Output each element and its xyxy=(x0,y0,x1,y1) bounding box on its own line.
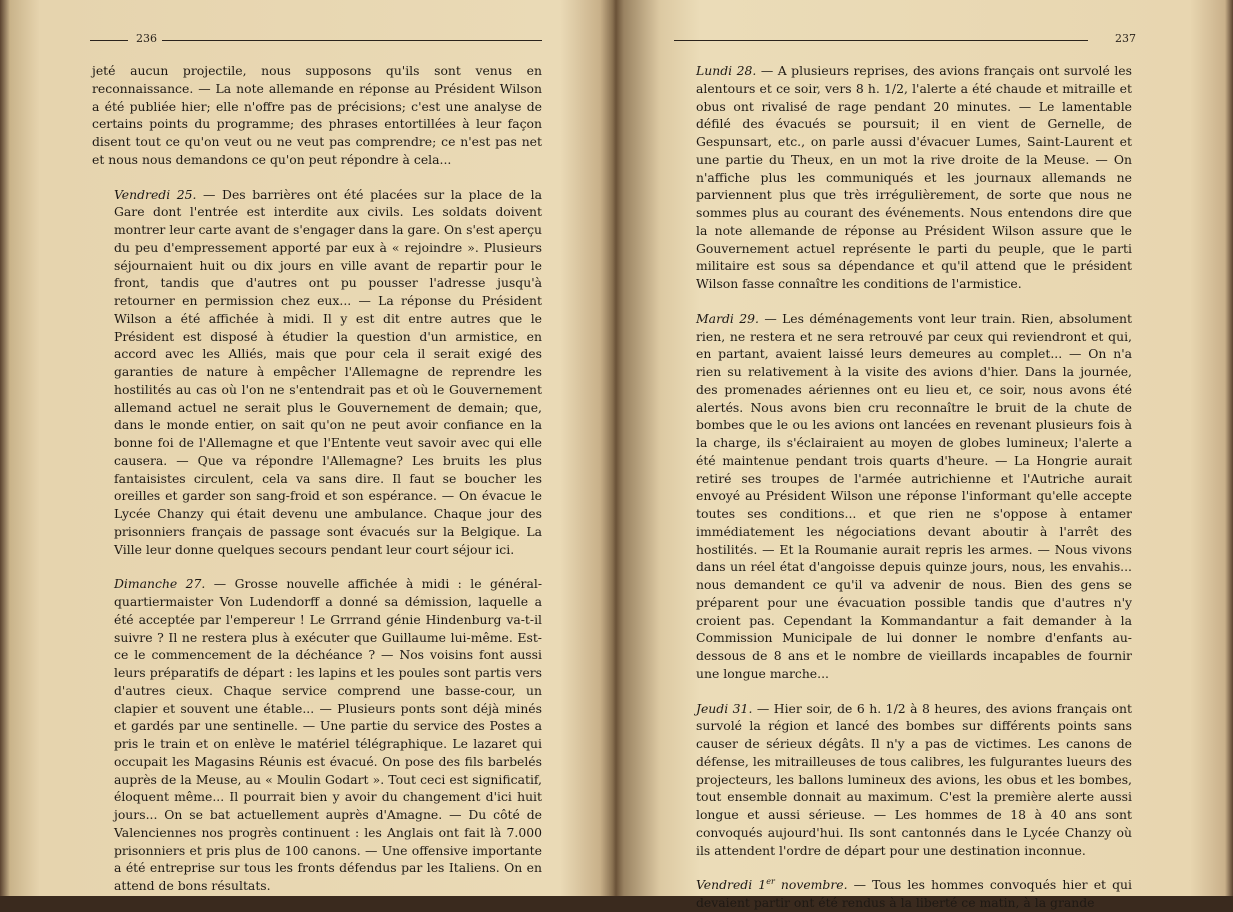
paragraph-text: — Des barrières ont été placées sur la place de la Gare dont l'entrée est interdite aux civils. Les soldats doivent montrer leur carte avant de s'engager dans la gare. On s'est aperçu du peu d'empressement apporté par eux à « rejoindre ». Plusieurs séjournaient huit ou dix jours en ville avant de repartir pour le front, tandis que d'autres ont pu pousser l'adresse jusqu'à retourner en permission chez eux... — La réponse du Président Wilson a été affichée à midi. Il y est dit entre autres que le Président est disposé à étudier la question d'un armistice, en accord avec les Alliés, mais que pour cela il serait exigé des garanties de nature à empêcher l'Allemagne de reprendre les hostilités au cas où l'on ne s'entendrait pas et où le Gouvernement allemand actuel ne serait plus le Gouvernement de demain; que, dans le monde entier, on sait qu'on ne peut avoir confiance en la bonne foi de l'Allemagne et que l'Entente veut savoir avec qui elle causera. — Que va répondre l'Allemagne? Les bruits les plus fantaisistes circulent, cela va sans dire. Il faut se boucher les oreilles et garder son sang-froid et son espérance. — On évacue le Lycée Chanzy qui était devenu une ambulance. Chaque jour des prisonniers français de passage sont évacués sur la Belgique. La Ville leur donne quelques secours pendant leur court séjour ici. xyxy=(114,186,542,557)
right-page-text xyxy=(674,62,1132,912)
header-rule xyxy=(90,40,128,41)
right-page-header xyxy=(674,30,1136,50)
left-page-text xyxy=(92,62,542,895)
day-heading: Vendredi 25. xyxy=(114,186,197,202)
paragraph-text: — Hier soir, de 6 h. 1/2 à 8 heures, des avions français ont survolé la région et lancé des bombes sur différents points sans causer de sérieux dégâts. Il n'y a pas de victimes. Les canons de défense, les mitrailleuses de tous calibres, les fulgurantes lueurs des projecteurs, les ballons lumineux des avions, les obus et les bombes, tout ensemble donnait au maximum. C'est la première alerte aussi longue et aussi sérieuse. — Les hommes de 18 à 40 ans sont convoqués aujourd'hui. Ils sont cantonnés dans le Lycée Chanzy où ils attendent l'ordre de départ pour une destination inconnue. xyxy=(696,700,1132,858)
paragraph-text: — Les déménagements vont leur train. Rien, absolument rien, ne restera et ne sera retrouvé par ceux qui reviendront et qui, en partant, avaient laissé leurs demeures au complet... — On n'a rien su relativement à la visite des avions d'hier. Dans la journée, des promenades aériennes ont eu lieu et, ce soir, nous avons été alertés. Nous avons bien cru reconnaître le bruit de la chute de bombes que le ou les avions ont lancées en revenant plusieurs fois à la charge, ils s'éclairaient au moyen de globes lumineux; l'alerte a été maintenue pendant trois quarts d'heure. — La Hongrie aurait retiré ses troupes de l'armée autrichienne et l'Autriche aurait envoyé au Président Wilson une réponse l'informant qu'elle accepte toutes ses conditions... et que rien ne s'oppose à entamer immédiatement les négociations devant aboutir à l'arrêt des hostilités. — Et la Roumanie aurait repris les armes. — Nous vivons dans un réel état d'angoisse depuis quinze jours, nous, les envahis... nous demandent ce qu'il va advenir de nous. Bien des gens se préparent pour une évacuation possible tandis que d'autres n'y croient pas. Cependant la Kommandantur a fait demander à la Commission Municipale de lui donner le nombre d'enfants au-dessous de 8 ans et le nombre de vieillards incapables de fournir une longue marche... xyxy=(696,310,1132,681)
day-heading-rest: novembre. xyxy=(774,877,848,893)
day-heading: Lundi 28. xyxy=(696,63,757,78)
page-number: 236 xyxy=(136,32,157,45)
paragraph xyxy=(674,62,1132,293)
left-page-header xyxy=(90,30,542,50)
paragraph-text: — A plusieurs reprises, des avions français ont survolé les alentours et ce soir, vers 8 h. 1/2, l'alerte a été chaude et mitraille et obus ont rivalisé de rage pendant 20 minutes. — Le lamentable défilé des évacués se poursuit; il en vient de Gernelle, de Gespunsart, etc., on parle aussi d'évacuer Lumes, Saint-Laurent et une partie du Theux, en un mot la rive droite de la Meuse. — On n'affiche plus les communiqués et les journaux allemands ne parviennent plus que très irrégulièrement, de sorte que nous ne sommes plus au courant des événements. Nous entendons dire que la note allemande de réponse au Président Wilson assure que le Gouvernement actuel représente le parti du peuple, que le parti militaire est sous sa dépendance et qu'il attend que le président Wilson fasse connaître les conditions de l'armistice. xyxy=(696,63,1133,291)
day-heading-main: Vendredi 1 xyxy=(696,877,767,893)
paragraph-text: jeté aucun projectile, nous supposons qu'ils sont venus en reconnaissance. — La note allemande en réponse au Président Wilson a été publiée hier; elle n'offre pas de précisions; c'est une analyse de certains points du programme; des phrases entortillées à leur façon disent tout ce qu'on veut ou ne veut pas comprendre; ce n'est pas net et nous nous demandons ce qu'on peut répondre à cela... xyxy=(92,63,542,167)
right-page xyxy=(616,0,1233,910)
header-rule xyxy=(162,40,542,41)
paragraph xyxy=(674,876,1132,912)
paragraph-text: — Grosse nouvelle affichée à midi : le général-quartiermaister Von Ludendorff a donné sa démission, laquelle a été acceptée par l'empereur ! Le Grrrand génie Hindenburg va-t-il suivre ? Il ne restera plus à exécuter que Guillaume lui-même. Est-ce le commencement de la déchéance ? — Nos voisins font aussi leurs préparatifs de départ : les lapins et les poules sont partis vers d'autres cieux. Chaque service comprend une basse-cour, un clapier et souvent une étable... — Plusieurs ponts sont déjà minés et gardés par une sentinelle. — Une partie du service des Postes a pris le train et on enlève le matériel télégraphique. Le lazaret qui occupait les Magasins Réunis est évacué. On pose des fils barbelés auprès de la Meuse, au « Moulin Godart ». Tout ceci est significatif, éloquent même... Il pourrait bien y avoir du changement d'ici huit jours... On se bat actuellement auprès d'Amagne. — Du côté de Valenciennes nos progrès continuent : les Anglais ont fait là 7.000 prisonniers et pris plus de 100 canons. — Une offensive importante a été entreprise sur tous les fronts défendus par les Italiens. On en attend de bons résultats. xyxy=(114,576,543,893)
page-number: 237 xyxy=(1115,32,1136,45)
day-heading: Mardi 29. xyxy=(696,310,759,326)
day-heading: Dimanche 27. xyxy=(114,576,206,592)
paragraph xyxy=(92,62,542,169)
header-rule xyxy=(674,40,1088,41)
day-heading xyxy=(696,877,848,892)
paragraph-text: — Tous les hommes convoqués hier et qui devaient partir ont été rendus à la liberté ce matin, à la grande xyxy=(696,877,1132,910)
paragraph xyxy=(92,575,542,895)
paragraph xyxy=(674,310,1132,683)
paragraph xyxy=(674,700,1132,860)
day-heading-superscript: er xyxy=(766,877,775,887)
paragraph xyxy=(92,186,542,559)
left-page xyxy=(0,0,612,896)
day-heading: Jeudi 31. xyxy=(696,700,753,716)
